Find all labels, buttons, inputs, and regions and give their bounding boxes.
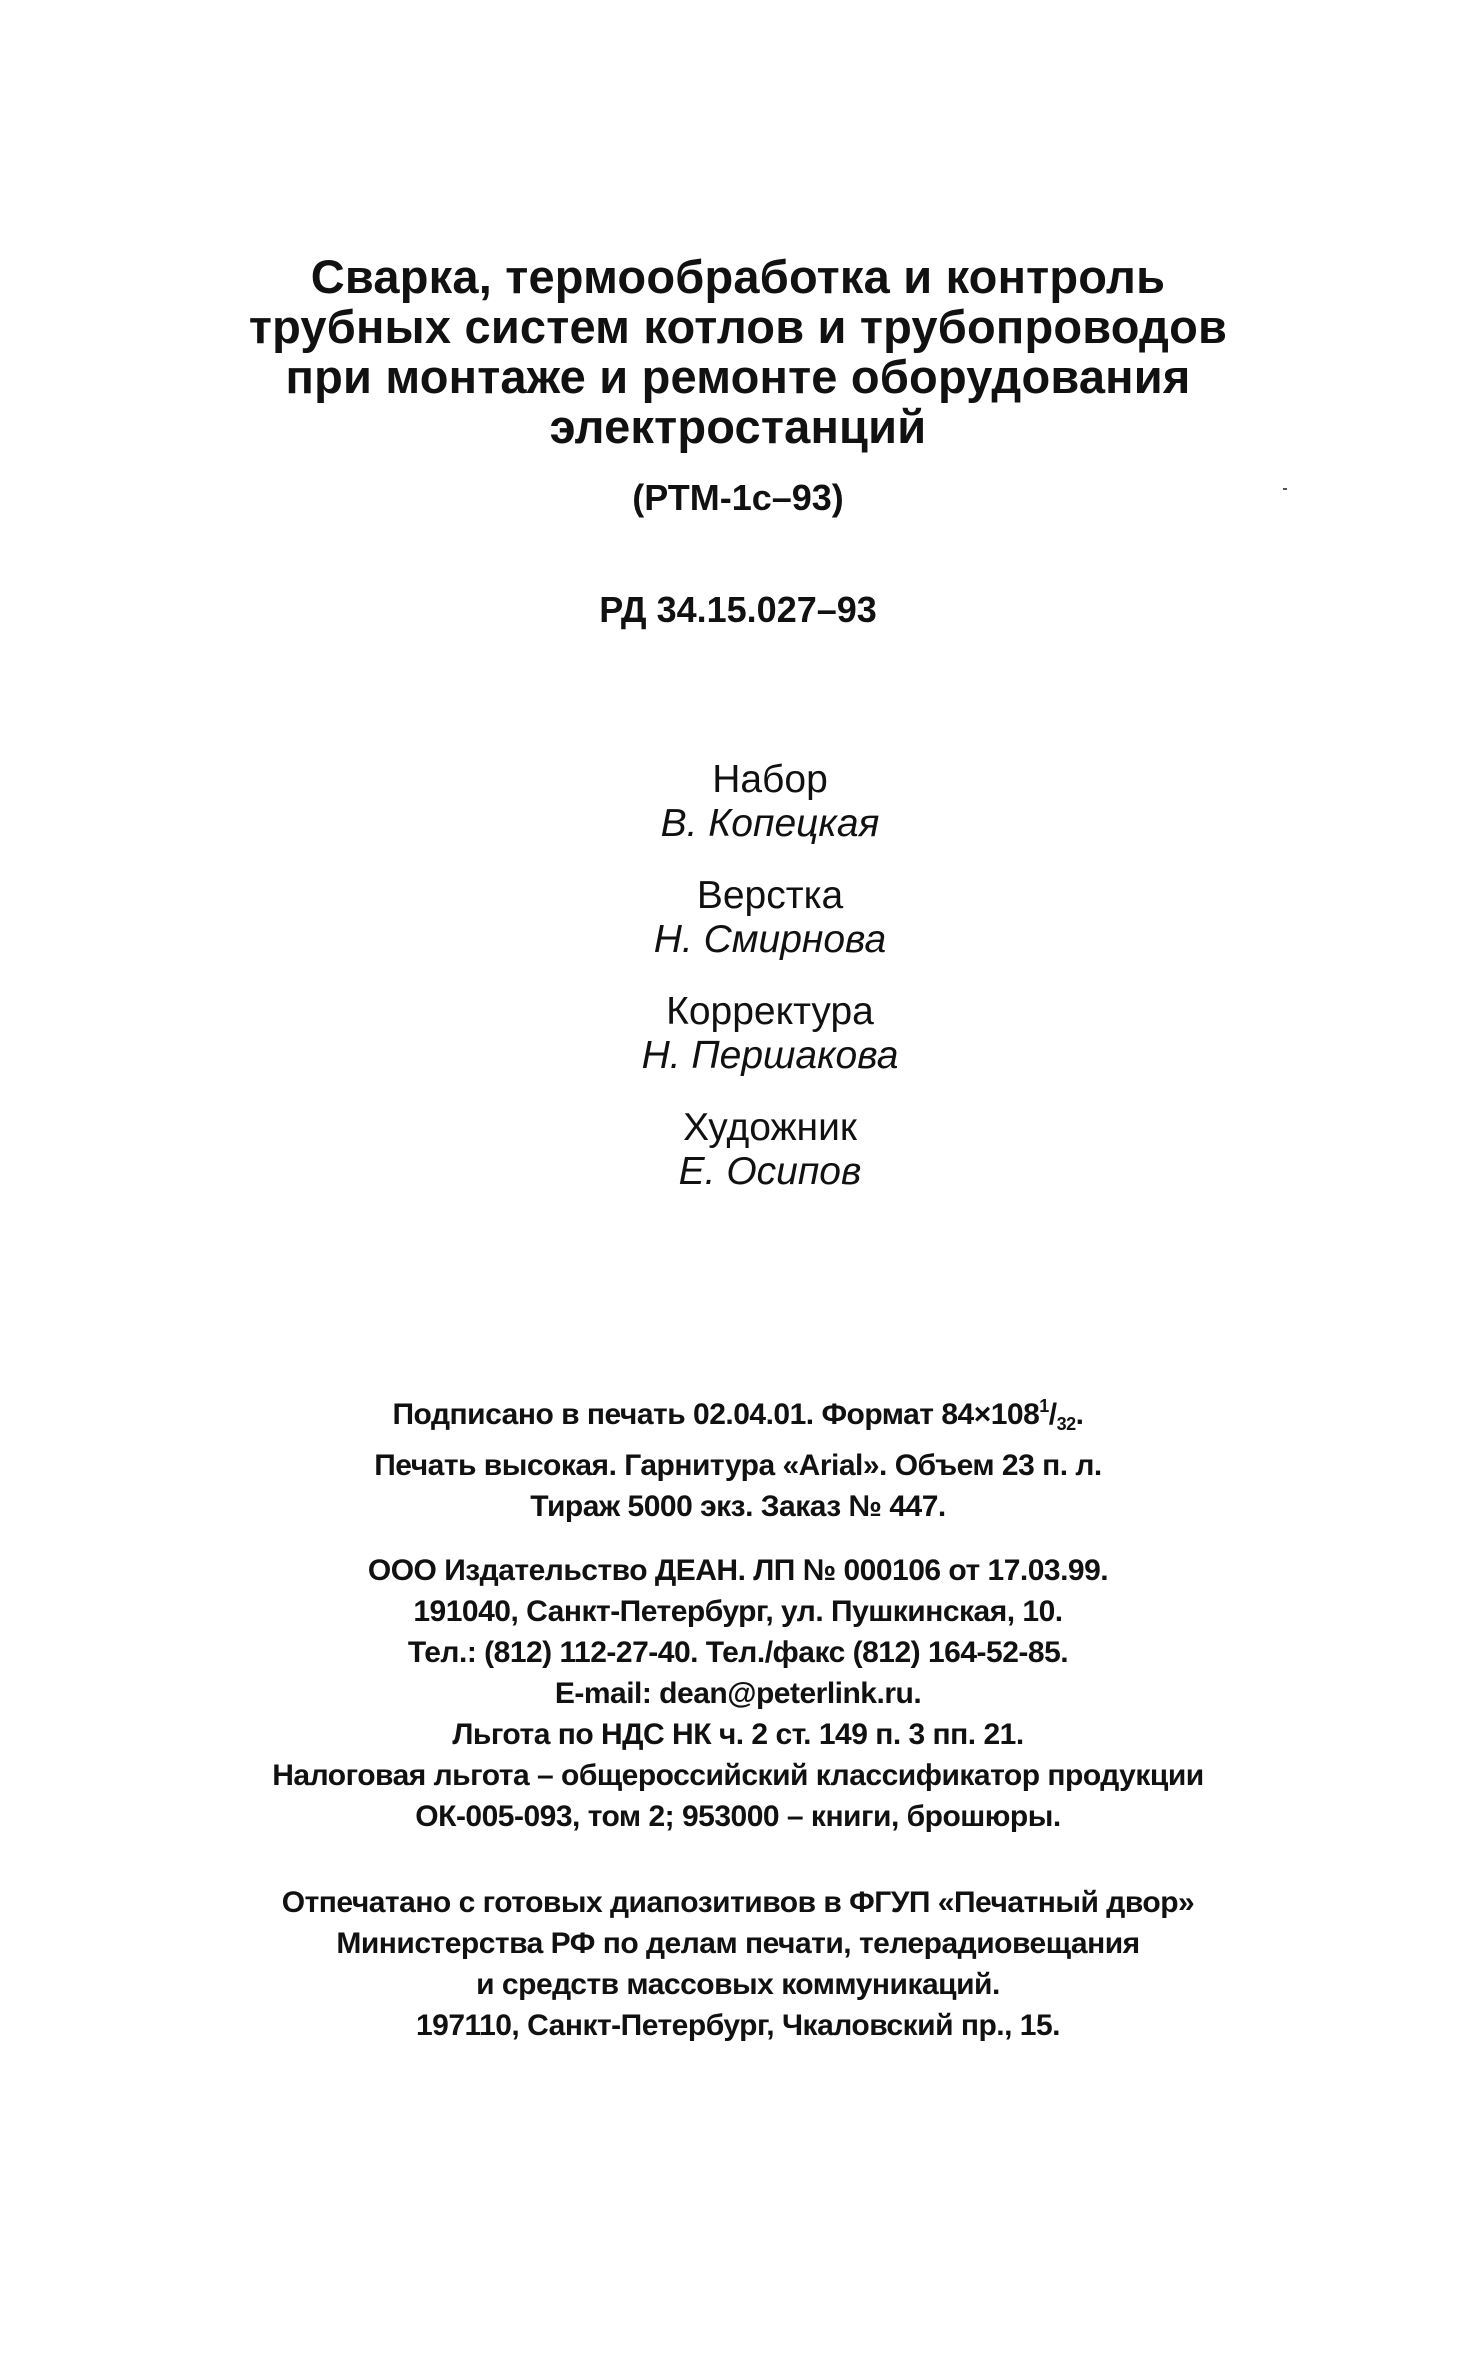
rd-code-block bbox=[0, 590, 1476, 630]
publisher-phone: Тел.: (812) 112-27-40. Тел./факс (812) 164-52-85. bbox=[407, 1636, 1069, 1669]
publisher-details bbox=[0, 1550, 1476, 1837]
credit-proofreading bbox=[560, 990, 980, 1078]
format-fraction-denominator: 32 bbox=[1056, 1414, 1076, 1434]
print-run-line: Тираж 5000 экз. Заказ № 447. bbox=[530, 1490, 946, 1523]
scan-speck bbox=[1283, 488, 1287, 490]
printer-address: 197110, Санкт-Петербург, Чкаловский пр., 15. bbox=[415, 2009, 1061, 2042]
publisher-email: E-mail: dean@peterlink.ru. bbox=[554, 1677, 922, 1710]
signed-to-print-line: Подписано в печать 02.04.01. Формат $84\times 108^1/_{32}$. bbox=[392, 1396, 1084, 1434]
signed-line-suffix: . bbox=[1075, 1398, 1084, 1431]
title-line-4: электростанций bbox=[549, 400, 927, 453]
credit-layout bbox=[560, 874, 980, 962]
printer-line-1: Отпечатано с готовых диапозитивов в ФГУП «Печатный двор» bbox=[281, 1886, 1195, 1919]
credit-role: Художник bbox=[683, 1106, 857, 1149]
credit-name: Н. Першакова bbox=[641, 1034, 899, 1077]
rtm-code-block bbox=[0, 478, 1476, 518]
format-fraction-numerator: 1 bbox=[1039, 1396, 1049, 1416]
printer-details bbox=[0, 1882, 1476, 2046]
print-type-line: Печать высокая. Гарнитура «Arial». Объем 23 п. л. bbox=[374, 1449, 1102, 1482]
tax-benefit: Налоговая льгота – общероссийский классификатор продукции bbox=[272, 1759, 1204, 1792]
credit-artist bbox=[560, 1106, 980, 1194]
product-classifier: ОК-005-093, том 2; 953000 – книги, брошюры. bbox=[415, 1800, 1061, 1833]
credit-name: В. Копецкая bbox=[660, 802, 880, 845]
credit-name: Е. Осипов bbox=[678, 1150, 862, 1193]
printer-line-3: и средств массовых коммуникаций. bbox=[476, 1968, 1000, 2001]
publisher-license: ООО Издательство ДЕАН. ЛП № 000106 от 17.03.99. bbox=[367, 1554, 1109, 1587]
signed-line-text: Подписано в печать 02.04.01. Формат 84×108 bbox=[392, 1398, 1040, 1431]
credit-role: Набор bbox=[712, 758, 828, 801]
printer-line-2: Министерства РФ по делам печати, телерадиовещания bbox=[336, 1927, 1140, 1960]
title-line-3: при монтаже и ремонте оборудования bbox=[285, 350, 1191, 403]
title-line-1: Сварка, термообработка и контроль bbox=[310, 250, 1166, 303]
credit-role: Верстка bbox=[696, 874, 844, 917]
vat-benefit: Льгота по НДС НК ч. 2 ст. 149 п. 3 пп. 21. bbox=[452, 1718, 1024, 1751]
print-details bbox=[0, 1386, 1476, 1527]
publisher-address: 191040, Санкт-Петербург, ул. Пушкинская, 10. bbox=[413, 1595, 1063, 1628]
credits-list bbox=[560, 758, 980, 1222]
credit-role: Корректура bbox=[666, 990, 874, 1033]
rtm-code: (РТМ-1с–93) bbox=[632, 477, 844, 518]
book-title bbox=[0, 252, 1476, 452]
credit-name: Н. Смирнова bbox=[653, 918, 887, 961]
rd-code: РД 34.15.027–93 bbox=[599, 589, 877, 630]
credit-typesetting bbox=[560, 758, 980, 846]
title-line-2: трубных систем котлов и трубопроводов bbox=[248, 300, 1228, 353]
